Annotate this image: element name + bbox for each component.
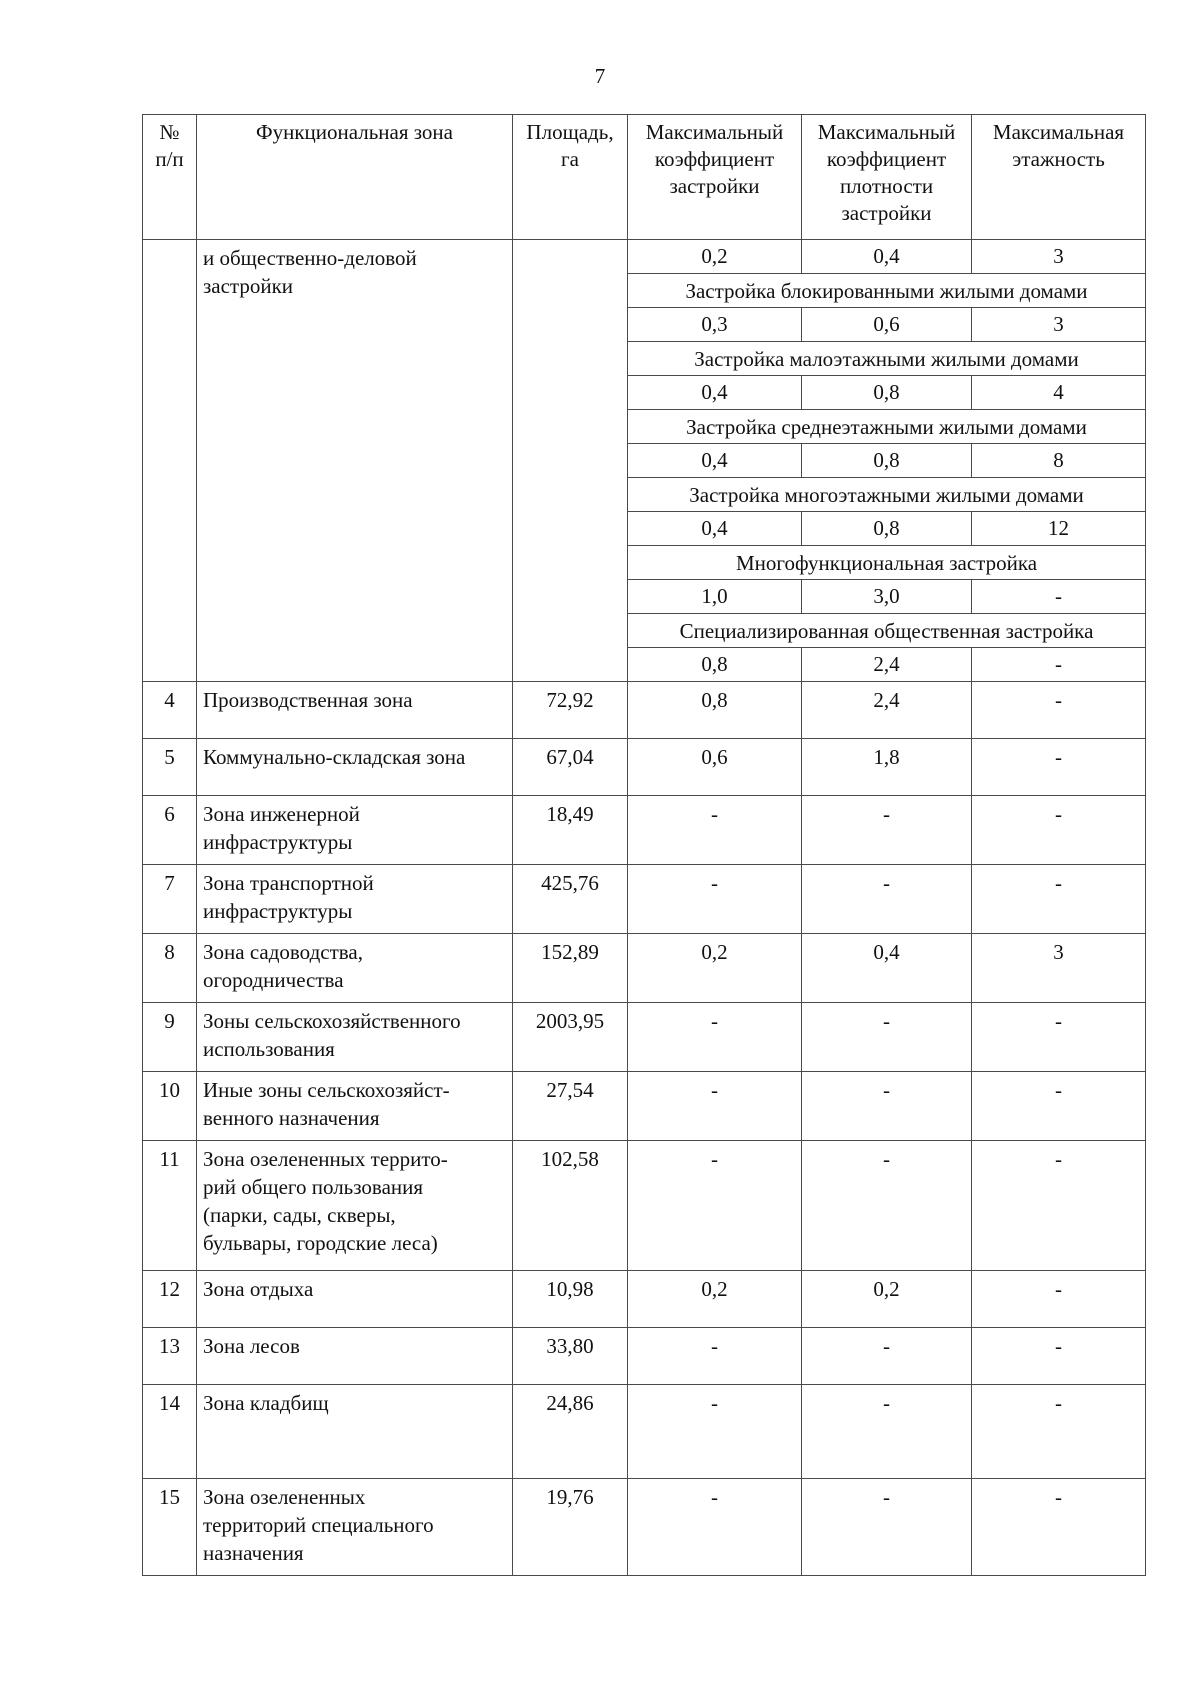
row-floors: -	[972, 1271, 1146, 1328]
table-row	[143, 796, 1146, 865]
subgroup-coef-build: 1,0	[628, 580, 802, 614]
row-coef-build: -	[628, 1328, 802, 1385]
first-floors: 3	[972, 240, 1146, 274]
row-num: 8	[143, 934, 197, 1003]
row-zone: Зона кладбищ	[197, 1385, 513, 1479]
header-row	[143, 115, 1146, 240]
row-coef-build: -	[628, 1385, 802, 1479]
row-floors: -	[972, 1385, 1146, 1479]
row-coef-density: -	[802, 865, 972, 934]
row-zone: Иные зоны сельскохозяйст- венного назначения	[197, 1072, 513, 1141]
table-row	[143, 865, 1146, 934]
row-num: 5	[143, 739, 197, 796]
row-area: 18,49	[513, 796, 628, 865]
subgroup-floors: -	[972, 648, 1146, 682]
row-zone: Зона лесов	[197, 1328, 513, 1385]
subgroup-coef-build: 0,4	[628, 376, 802, 410]
continued-row	[143, 240, 1146, 274]
page-number: 7	[594, 64, 606, 88]
row-floors: -	[972, 1141, 1146, 1271]
row-num: 11	[143, 1141, 197, 1271]
row-zone: Производственная зона	[197, 682, 513, 739]
row-floors: -	[972, 1328, 1146, 1385]
row-zone: Зоны сельскохозяйственного использования	[197, 1003, 513, 1072]
subgroup-floors: 4	[972, 376, 1146, 410]
row-area: 72,92	[513, 682, 628, 739]
subgroup-floors: 3	[972, 308, 1146, 342]
row-floors: 3	[972, 934, 1146, 1003]
row-coef-build: 0,2	[628, 934, 802, 1003]
row-zone: Зона транспортной инфраструктуры	[197, 865, 513, 934]
row-coef-build: -	[628, 1479, 802, 1576]
table-row	[143, 682, 1146, 739]
row-area: 24,86	[513, 1385, 628, 1479]
subgroup-coef-build: 0,3	[628, 308, 802, 342]
row-area: 67,04	[513, 739, 628, 796]
continued-zone-cell: и общественно-деловой застройки	[197, 240, 513, 682]
row-num: 10	[143, 1072, 197, 1141]
row-num: 7	[143, 865, 197, 934]
row-coef-build: -	[628, 1003, 802, 1072]
row-num: 13	[143, 1328, 197, 1385]
row-floors: -	[972, 1003, 1146, 1072]
table-row	[143, 1479, 1146, 1576]
subgroup-floors: 8	[972, 444, 1146, 478]
table-row	[143, 1271, 1146, 1328]
row-coef-build: 0,2	[628, 1271, 802, 1328]
row-coef-density: 1,8	[802, 739, 972, 796]
row-coef-density: -	[802, 1328, 972, 1385]
row-zone: Зона садоводства, огородничества	[197, 934, 513, 1003]
row-area: 10,98	[513, 1271, 628, 1328]
row-coef-build: 0,6	[628, 739, 802, 796]
continued-area-cell	[513, 240, 628, 682]
subgroup-coef-density: 0,8	[802, 444, 972, 478]
row-coef-build: 0,8	[628, 682, 802, 739]
row-zone: Зона озелененных территорий специального назначения	[197, 1479, 513, 1576]
row-zone: Зона инженерной инфраструктуры	[197, 796, 513, 865]
row-area: 27,54	[513, 1072, 628, 1141]
subgroup-coef-density: 0,8	[802, 512, 972, 546]
row-coef-build: -	[628, 796, 802, 865]
subgroup-label: Застройка многоэтажными жилыми домами	[628, 478, 1146, 512]
row-zone: Зона отдыха	[197, 1271, 513, 1328]
row-coef-build: -	[628, 865, 802, 934]
subgroup-label: Многофункциональная застройка	[628, 546, 1146, 580]
subgroup-label: Застройка среднеэтажными жилыми домами	[628, 410, 1146, 444]
row-area: 102,58	[513, 1141, 628, 1271]
subgroup-label: Застройка малоэтажными жилыми домами	[628, 342, 1146, 376]
row-num: 9	[143, 1003, 197, 1072]
row-floors: -	[972, 796, 1146, 865]
row-floors: -	[972, 682, 1146, 739]
subgroup-label: Застройка блокированными жилыми домами	[628, 274, 1146, 308]
row-coef-density: 2,4	[802, 682, 972, 739]
table-row	[143, 1003, 1146, 1072]
header-area: Площадь, га	[513, 115, 628, 240]
zones-table	[142, 114, 1146, 1576]
row-coef-build: -	[628, 1072, 802, 1141]
row-zone: Коммунально-складская зона	[197, 739, 513, 796]
first-coef-build: 0,2	[628, 240, 802, 274]
first-coef-density: 0,4	[802, 240, 972, 274]
table-row	[143, 1385, 1146, 1479]
subgroup-coef-density: 0,6	[802, 308, 972, 342]
header-coef-build: Максимальный коэффициент застройки	[628, 115, 802, 240]
table-row	[143, 739, 1146, 796]
table-row	[143, 1072, 1146, 1141]
subgroup-floors: 12	[972, 512, 1146, 546]
row-area: 19,76	[513, 1479, 628, 1576]
row-zone: Зона озелененных террито- рий общего пользования (парки, сады, скверы, бульвары, городские леса)	[197, 1141, 513, 1271]
table-row	[143, 1141, 1146, 1271]
row-floors: -	[972, 865, 1146, 934]
row-area: 33,80	[513, 1328, 628, 1385]
row-coef-density: -	[802, 1479, 972, 1576]
row-coef-density: -	[802, 796, 972, 865]
subgroup-label: Специализированная общественная застройка	[628, 614, 1146, 648]
row-num: 14	[143, 1385, 197, 1479]
subgroup-coef-density: 3,0	[802, 580, 972, 614]
row-coef-density: -	[802, 1072, 972, 1141]
table-row	[143, 934, 1146, 1003]
row-area: 2003,95	[513, 1003, 628, 1072]
table-row	[143, 1328, 1146, 1385]
row-coef-density: 0,4	[802, 934, 972, 1003]
row-coef-density: -	[802, 1141, 972, 1271]
subgroup-coef-density: 2,4	[802, 648, 972, 682]
row-floors: -	[972, 1479, 1146, 1576]
subgroup-coef-density: 0,8	[802, 376, 972, 410]
row-floors: -	[972, 1072, 1146, 1141]
row-num: 15	[143, 1479, 197, 1576]
subgroup-floors: -	[972, 580, 1146, 614]
row-coef-density: -	[802, 1385, 972, 1479]
row-num: 12	[143, 1271, 197, 1328]
header-floors: Максимальная этажность	[972, 115, 1146, 240]
row-num: 4	[143, 682, 197, 739]
row-num: 6	[143, 796, 197, 865]
row-floors: -	[972, 739, 1146, 796]
row-coef-density: 0,2	[802, 1271, 972, 1328]
header-zone: Функциональная зона	[197, 115, 513, 240]
subgroup-coef-build: 0,4	[628, 512, 802, 546]
row-area: 425,76	[513, 865, 628, 934]
row-coef-build: -	[628, 1141, 802, 1271]
subgroup-coef-build: 0,8	[628, 648, 802, 682]
header-num: № п/п	[143, 115, 197, 240]
row-area: 152,89	[513, 934, 628, 1003]
row-coef-density: -	[802, 1003, 972, 1072]
subgroup-coef-build: 0,4	[628, 444, 802, 478]
header-coef-density: Максимальный коэффициент плотности застройки	[802, 115, 972, 240]
continued-num-cell	[143, 240, 197, 682]
